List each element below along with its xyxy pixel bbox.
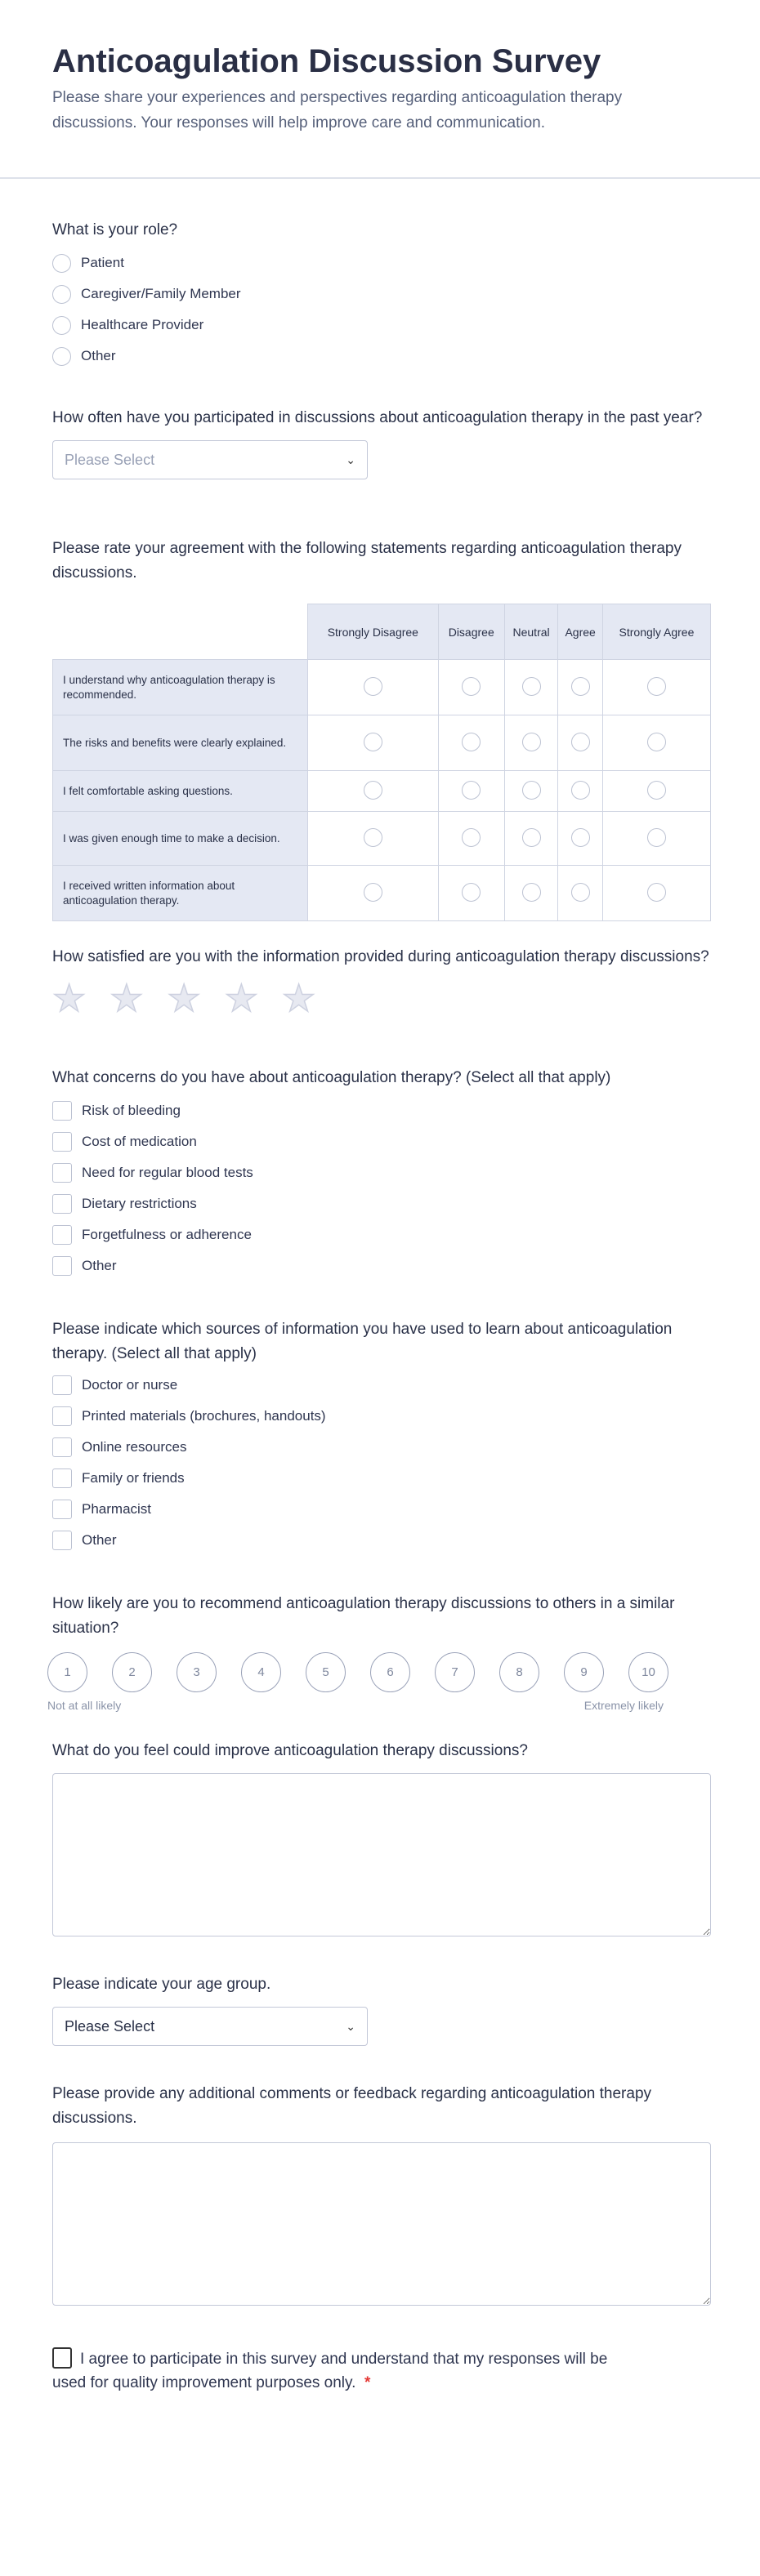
checkbox[interactable] <box>52 1437 72 1457</box>
question-satisfaction <box>52 945 711 1017</box>
matrix-cell <box>602 660 710 715</box>
radio-button[interactable] <box>647 883 666 902</box>
matrix-cell <box>438 812 504 866</box>
matrix-cell <box>308 715 439 771</box>
option-label: Doctor or nurse <box>82 1377 178 1393</box>
q6-option[interactable] <box>52 1525 711 1556</box>
matrix-statement: The risks and benefits were clearly explained. <box>53 715 308 771</box>
q1-option[interactable] <box>52 247 711 279</box>
nps-option[interactable]: 3 <box>177 1652 217 1692</box>
radio-button[interactable] <box>522 781 541 800</box>
star-icon[interactable]: ★ <box>167 977 201 1019</box>
matrix-cell <box>504 660 558 715</box>
matrix-cell <box>308 771 439 812</box>
option-label: Pharmacist <box>82 1501 152 1517</box>
question-label: What do you feel could improve anticoagulation therapy discussions? <box>52 1742 528 1759</box>
q5-option[interactable] <box>52 1188 711 1219</box>
radio-button[interactable] <box>364 781 382 800</box>
question-label: What is your role? <box>52 221 178 238</box>
matrix-row <box>53 771 711 812</box>
radio-button[interactable] <box>52 316 71 335</box>
matrix-cell <box>602 812 710 866</box>
question-label: Please indicate which sources of information you have used to learn about anticoagulation therapy. (Select all that apply) <box>52 1321 673 1362</box>
radio-button[interactable] <box>462 781 481 800</box>
option-label: Caregiver/Family Member <box>81 286 241 301</box>
q6-option[interactable] <box>52 1432 711 1463</box>
star-icon[interactable]: ★ <box>110 977 144 1019</box>
matrix-row <box>53 660 711 715</box>
option-label: Patient <box>81 255 124 270</box>
nps-min-label: Not at all likely <box>47 1699 122 1712</box>
matrix-column-header: Neutral <box>504 604 558 660</box>
radio-button[interactable] <box>647 781 666 800</box>
checkbox[interactable] <box>52 1375 72 1395</box>
radio-button[interactable] <box>364 883 382 902</box>
star-rating <box>52 979 711 1017</box>
star-icon[interactable]: ★ <box>224 977 258 1019</box>
option-label: Dietary restrictions <box>82 1196 197 1211</box>
radio-button[interactable] <box>571 781 590 800</box>
matrix-row <box>53 812 711 866</box>
nps-option[interactable]: 10 <box>628 1652 668 1692</box>
consent <box>52 2347 641 2395</box>
radio-button[interactable] <box>647 733 666 751</box>
matrix-cell <box>438 866 504 921</box>
checkbox[interactable] <box>52 1101 72 1121</box>
option-label: Printed materials (brochures, handouts) <box>82 1408 326 1424</box>
required-mark: * <box>364 2374 371 2391</box>
matrix-cell <box>438 715 504 771</box>
question-concerns <box>52 1066 711 1281</box>
matrix-column-header: Strongly Disagree <box>308 604 439 660</box>
q5-option[interactable] <box>52 1126 711 1157</box>
matrix-cell <box>308 866 439 921</box>
radio-button[interactable] <box>522 733 541 751</box>
q5-option[interactable] <box>52 1219 711 1250</box>
radio-button[interactable] <box>462 828 481 847</box>
checkbox[interactable] <box>52 1256 72 1276</box>
q6-option[interactable] <box>52 1463 711 1494</box>
checkbox[interactable] <box>52 1194 72 1214</box>
checkbox[interactable] <box>52 1531 72 1550</box>
option-label: Cost of medication <box>82 1134 197 1149</box>
question-frequency <box>52 406 711 479</box>
matrix-statement: I felt comfortable asking questions. <box>53 771 308 812</box>
matrix-cell <box>558 660 603 715</box>
age-group-select[interactable] <box>52 2007 368 2046</box>
radio-button[interactable] <box>571 677 590 696</box>
question-label: How likely are you to recommend anticoagulation therapy discussions to others in a similar situation? <box>52 1595 675 1637</box>
question-role <box>52 218 711 372</box>
q6-option[interactable] <box>52 1401 711 1432</box>
matrix-row <box>53 866 711 921</box>
option-label: Other <box>82 1532 117 1548</box>
radio-button[interactable] <box>52 285 71 304</box>
radio-button[interactable] <box>571 883 590 902</box>
select-placeholder: Please Select <box>65 451 155 468</box>
option-label: Need for regular blood tests <box>82 1165 253 1180</box>
radio-button[interactable] <box>571 828 590 847</box>
frequency-select[interactable] <box>52 440 368 479</box>
star-icon[interactable]: ★ <box>282 977 316 1019</box>
matrix-cell <box>504 866 558 921</box>
checkbox[interactable] <box>52 1163 72 1183</box>
select-placeholder: Please Select <box>65 2017 155 2035</box>
matrix-column-header: Agree <box>558 604 603 660</box>
question-label: Please provide any additional comments or feedback regarding anticoagulation therapy discussions. <box>52 2085 652 2127</box>
q6-option[interactable] <box>52 1494 711 1525</box>
matrix-column-header: Strongly Agree <box>602 604 710 660</box>
checkbox[interactable] <box>52 1468 72 1488</box>
nps-option[interactable]: 7 <box>435 1652 475 1692</box>
matrix-cell <box>504 771 558 812</box>
radio-button[interactable] <box>647 677 666 696</box>
radio-button[interactable] <box>52 347 71 366</box>
survey-header <box>0 0 760 179</box>
question-label: Please indicate your age group. <box>52 1976 271 1993</box>
q5-option[interactable] <box>52 1250 711 1281</box>
q1-option[interactable] <box>52 310 711 341</box>
option-label: Forgetfulness or adherence <box>82 1227 252 1242</box>
matrix-cell <box>602 866 710 921</box>
radio-button[interactable] <box>571 733 590 751</box>
nps-max-label: Extremely likely <box>583 1699 664 1712</box>
nps-scale <box>47 1652 711 1692</box>
radio-button[interactable] <box>364 828 382 847</box>
consent-checkbox[interactable] <box>52 2347 72 2369</box>
matrix-cell <box>602 715 710 771</box>
nps-option[interactable]: 9 <box>564 1652 604 1692</box>
radio-button[interactable] <box>522 883 541 902</box>
q5-option[interactable] <box>52 1095 711 1126</box>
q5-option[interactable] <box>52 1157 711 1188</box>
matrix-cell <box>558 866 603 921</box>
nps-option[interactable]: 1 <box>47 1652 87 1692</box>
nps-option[interactable]: 6 <box>370 1652 410 1692</box>
radio-button[interactable] <box>462 733 481 751</box>
checkbox[interactable] <box>52 1132 72 1152</box>
question-improvements <box>52 1739 711 1941</box>
radio-button[interactable] <box>522 677 541 696</box>
matrix-cell <box>438 771 504 812</box>
matrix-cell <box>504 812 558 866</box>
matrix-cell <box>438 660 504 715</box>
matrix-cell <box>504 715 558 771</box>
q6-option[interactable] <box>52 1370 711 1401</box>
radio-button[interactable] <box>52 254 71 273</box>
nps-option[interactable]: 2 <box>112 1652 152 1692</box>
checkbox[interactable] <box>52 1406 72 1426</box>
matrix-column-header: Disagree <box>438 604 504 660</box>
question-age-group <box>52 1972 711 2046</box>
matrix-cell <box>558 771 603 812</box>
chevron-down-icon: ⌄ <box>346 2019 355 2033</box>
checkbox[interactable] <box>52 1225 72 1245</box>
chevron-down-icon: ⌄ <box>346 452 355 466</box>
matrix-corner <box>53 604 308 660</box>
question-label: What concerns do you have about anticoagulation therapy? (Select all that apply) <box>52 1069 611 1086</box>
matrix-cell <box>558 812 603 866</box>
matrix-cell <box>558 715 603 771</box>
improvements-textarea[interactable] <box>52 1773 711 1936</box>
matrix-cell <box>602 771 710 812</box>
page-subtitle: Please share your experiences and perspectives regarding anticoagulation therapy discussions. Your responses will help improve care and communication. <box>52 89 623 131</box>
nps-option[interactable]: 4 <box>241 1652 281 1692</box>
matrix-cell <box>308 812 439 866</box>
question-label: How often have you participated in discussions about anticoagulation therapy in the past year? <box>52 409 703 426</box>
matrix-statement: I received written information about anticoagulation therapy. <box>53 866 308 921</box>
question-recommend <box>47 1592 711 1712</box>
option-label: Other <box>81 348 116 363</box>
question-sources <box>52 1317 711 1556</box>
comments-textarea[interactable] <box>52 2142 711 2306</box>
matrix-statement: I understand why anticoagulation therapy is recommended. <box>53 660 308 715</box>
option-label: Family or friends <box>82 1470 185 1486</box>
consent-label: I agree to participate in this survey and understand that my responses will be used for quality improvement purposes only. <box>52 2351 608 2391</box>
checkbox[interactable] <box>52 1500 72 1519</box>
question-label: Please rate your agreement with the following statements regarding anticoagulation therapy discussions. <box>52 540 682 582</box>
nps-option[interactable]: 8 <box>499 1652 539 1692</box>
option-label: Risk of bleeding <box>82 1103 181 1118</box>
matrix-statement: I was given enough time to make a decision. <box>53 812 308 866</box>
star-icon[interactable]: ★ <box>52 977 87 1019</box>
page-title: Anticoagulation Discussion Survey <box>52 43 601 79</box>
radio-button[interactable] <box>647 828 666 847</box>
radio-button[interactable] <box>364 677 382 696</box>
question-agreement-matrix <box>52 537 711 921</box>
matrix-row <box>53 715 711 771</box>
nps-option[interactable]: 5 <box>306 1652 346 1692</box>
question-label: How satisfied are you with the information provided during anticoagulation therapy discussions? <box>52 948 709 965</box>
radio-button[interactable] <box>462 677 481 696</box>
matrix-cell <box>308 660 439 715</box>
q1-option[interactable] <box>52 341 711 372</box>
option-label: Online resources <box>82 1439 187 1455</box>
question-comments <box>52 2082 711 2310</box>
q1-option[interactable] <box>52 279 711 310</box>
agreement-matrix <box>52 604 711 921</box>
radio-button[interactable] <box>364 733 382 751</box>
radio-button[interactable] <box>522 828 541 847</box>
radio-button[interactable] <box>462 883 481 902</box>
option-label: Other <box>82 1258 117 1273</box>
option-label: Healthcare Provider <box>81 317 204 332</box>
